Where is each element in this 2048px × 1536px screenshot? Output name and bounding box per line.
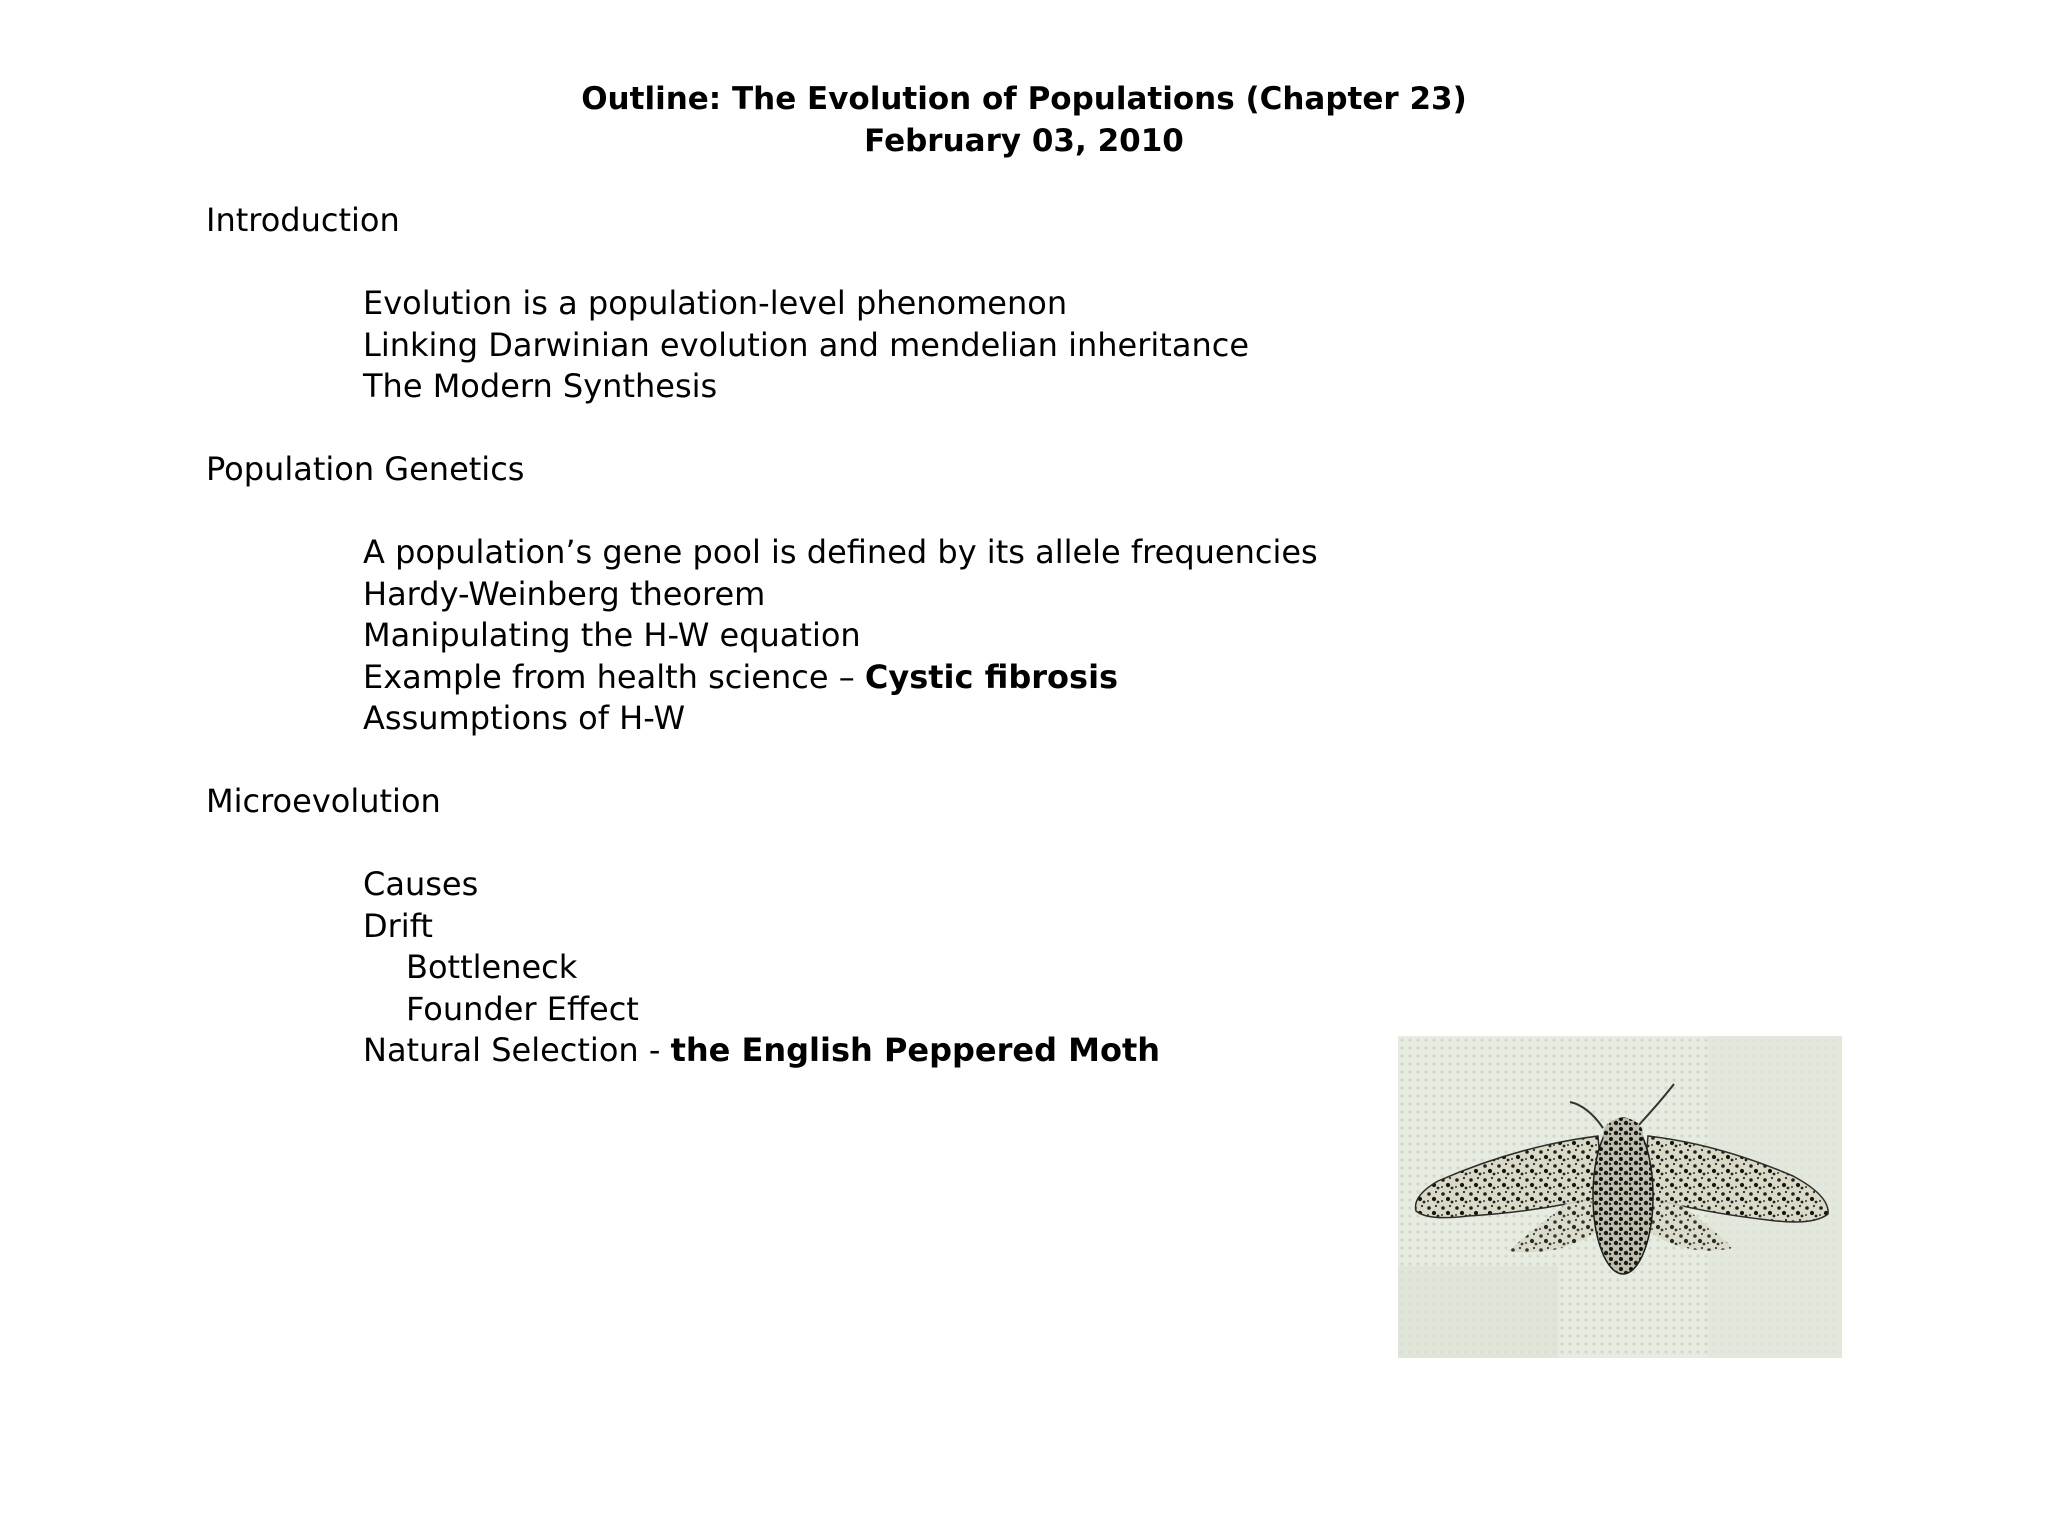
list-item: Causes <box>363 865 479 903</box>
list-item-emphasis: Cystic fibrosis <box>864 657 1119 696</box>
section-heading: Microevolution <box>206 782 441 820</box>
list-item <box>206 657 1406 699</box>
list-item-text: Natural Selection - <box>363 1031 671 1069</box>
document-title: Outline: The Evolution of Populations (Chapter 23) <box>581 81 1467 117</box>
list-item <box>206 1030 1406 1072</box>
list-item: Hardy-Weinberg theorem <box>363 574 766 613</box>
list-item: Assumptions of H-W <box>363 699 686 737</box>
section-microevolution <box>206 781 1406 1072</box>
document-date: February 03, 2010 <box>864 123 1184 159</box>
list-item: Evolution is a population-level phenomenon <box>363 284 1068 322</box>
section-introduction <box>206 200 1406 449</box>
moth-icon <box>1398 1036 1842 1358</box>
list-subitem: Founder Effect <box>406 989 639 1028</box>
section-heading: Population Genetics <box>206 450 525 488</box>
list-item: A population’s gene pool is defined by its allele frequencies <box>363 533 1318 571</box>
list-subitem: Bottleneck <box>406 948 578 986</box>
list-item: Manipulating the H-W equation <box>363 616 861 654</box>
section-heading: Introduction <box>206 201 400 239</box>
document-header <box>0 78 2048 162</box>
list-item-emphasis: the English Peppered Moth <box>670 1031 1161 1069</box>
outline <box>206 200 1406 1072</box>
section-population-genetics <box>206 449 1406 781</box>
list-item: The Modern Synthesis <box>363 367 718 405</box>
list-item-text: Example from health science – <box>363 657 865 696</box>
list-item: Drift <box>363 906 433 945</box>
list-item: Linking Darwinian evolution and mendelian inheritance <box>363 325 1249 364</box>
peppered-moth-photo <box>1398 1036 1842 1358</box>
